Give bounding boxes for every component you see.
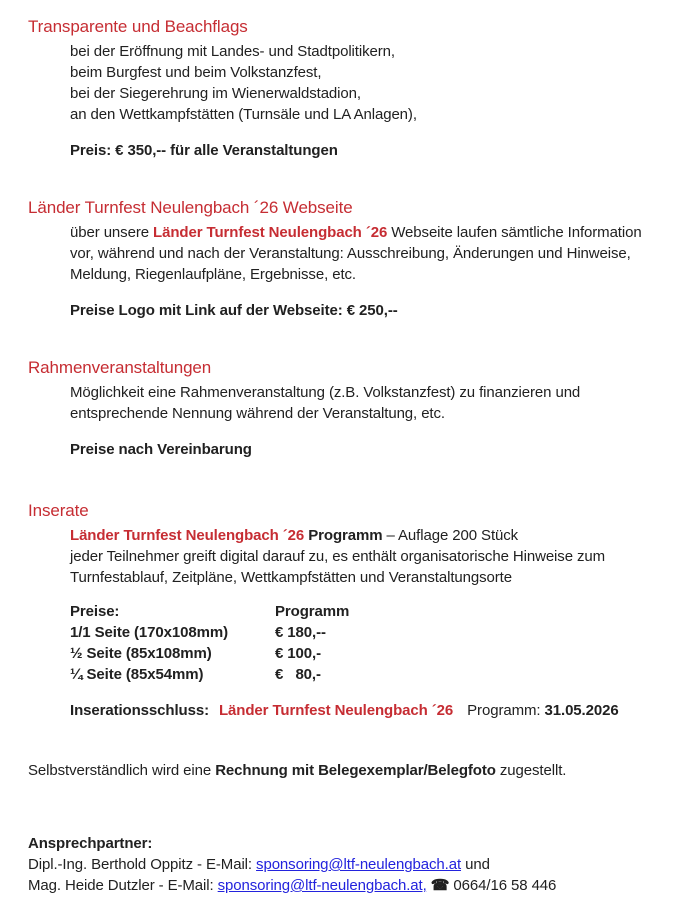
section-body bbox=[70, 382, 677, 460]
col-header-programm: Programm bbox=[275, 603, 350, 620]
price-line-webseite: Preise Logo mit Link auf der Webseite: € 250,-- bbox=[70, 302, 398, 319]
body-line: an den Wettkampfstätten (Turnsäle und LA Anlagen), bbox=[70, 106, 417, 123]
phone-icon: ☎ bbox=[430, 877, 450, 894]
section-webseite bbox=[28, 197, 677, 321]
programm-bold: Programm bbox=[304, 527, 383, 544]
section-heading-webseite: Länder Turnfest Neulengbach ´26 Webseite bbox=[28, 198, 353, 217]
deadline-line bbox=[70, 700, 677, 721]
deadline-label: Inserationsschluss: bbox=[70, 702, 209, 719]
table-row bbox=[70, 664, 677, 685]
col-header-preise: Preise: bbox=[70, 603, 120, 620]
contact-person-2 bbox=[28, 875, 677, 896]
phone-number: 0664/16 58 446 bbox=[449, 877, 557, 894]
body-line bbox=[70, 222, 677, 243]
section-inserate bbox=[28, 500, 677, 721]
body-line: beim Burgfest und beim Volkstanzfest, bbox=[70, 64, 322, 81]
ad-size: ½ Seite (85x108mm) bbox=[70, 645, 212, 662]
deadline-programm: Programm: bbox=[467, 702, 545, 719]
body-line: jeder Teilnehmer greift digital darauf zu, es enthält organisatorische Hinweise zum bbox=[70, 548, 606, 565]
text-segment: Mag. Heide Dutzler - E-Mail: bbox=[28, 877, 218, 894]
section-body bbox=[70, 41, 677, 161]
email-link-dutzler[interactable]: sponsoring@ltf-neulengbach.at, bbox=[217, 877, 427, 894]
table-row bbox=[70, 622, 677, 643]
section-rahmenveranstaltungen bbox=[28, 357, 677, 460]
table-row bbox=[70, 643, 677, 664]
body-line: Meldung, Riegenlaufpläne, Ergebnisse, etc. bbox=[70, 266, 356, 283]
email-link-oppitz[interactable]: sponsoring@ltf-neulengbach.at bbox=[256, 856, 462, 873]
event-name-highlight: Länder Turnfest Neulengbach ´26 bbox=[153, 224, 388, 241]
section-heading-transparente: Transparente und Beachflags bbox=[28, 17, 248, 36]
price-line-transparente: Preis: € 350,-- für alle Veranstaltungen bbox=[70, 142, 338, 159]
event-name-highlight: Länder Turnfest Neulengbach ´26 bbox=[218, 702, 454, 719]
contact-person-1 bbox=[28, 854, 677, 875]
text-segment: über unsere bbox=[70, 224, 154, 241]
body-line: Turnfestablauf, Zeitpläne, Wettkampfstätten und Veranstaltungsorte bbox=[70, 569, 512, 586]
ad-price: € 180,-- bbox=[275, 624, 326, 641]
text-segment: Selbstverständlich wird eine bbox=[28, 762, 216, 779]
body-line: bei der Eröffnung mit Landes- und Stadtpolitikern, bbox=[70, 43, 395, 60]
section-body bbox=[70, 222, 677, 321]
invoice-bold: Rechnung mit Belegexemplar/Belegfoto bbox=[215, 762, 496, 779]
price-table bbox=[70, 601, 677, 685]
contact-heading: Ansprechpartner: bbox=[28, 835, 153, 852]
body-line bbox=[70, 525, 677, 546]
section-transparente bbox=[28, 16, 677, 161]
section-heading-inserate: Inserate bbox=[28, 501, 89, 520]
ad-price: € 80,- bbox=[275, 666, 321, 683]
text-segment: – Auflage 200 Stück bbox=[382, 527, 519, 544]
text-segment: und bbox=[461, 856, 490, 873]
table-header-row bbox=[70, 601, 677, 622]
deadline-date: 31.05.2026 bbox=[544, 702, 619, 719]
section-body bbox=[70, 525, 677, 721]
section-heading-rahmen: Rahmenveranstaltungen bbox=[28, 358, 212, 377]
body-line: vor, während und nach der Veranstaltung: Ausschreibung, Änderungen und Hinweise, bbox=[70, 245, 631, 262]
body-line: entsprechende Nennung während der Veranstaltung, etc. bbox=[70, 405, 445, 422]
text-segment: Dipl.-Ing. Berthold Oppitz - E-Mail: bbox=[28, 856, 257, 873]
ad-size: 1/1 Seite (170x108mm) bbox=[70, 624, 229, 641]
price-line-rahmen: Preise nach Vereinbarung bbox=[70, 441, 252, 458]
event-name-highlight: Länder Turnfest Neulengbach ´26 bbox=[70, 527, 305, 544]
ad-size: ¼ Seite (85x54mm) bbox=[70, 666, 204, 683]
ad-price: € 100,- bbox=[275, 645, 321, 662]
body-line: Möglichkeit eine Rahmenveranstaltung (z.B. Volkstanzfest) zu finanzieren und bbox=[70, 384, 581, 401]
contact-block bbox=[28, 833, 677, 896]
text-segment: zugestellt. bbox=[495, 762, 567, 779]
body-line: bei der Siegerehrung im Wienerwaldstadion, bbox=[70, 85, 361, 102]
text-segment: Webseite laufen sämtliche Information bbox=[387, 224, 642, 241]
invoice-note bbox=[28, 760, 677, 781]
